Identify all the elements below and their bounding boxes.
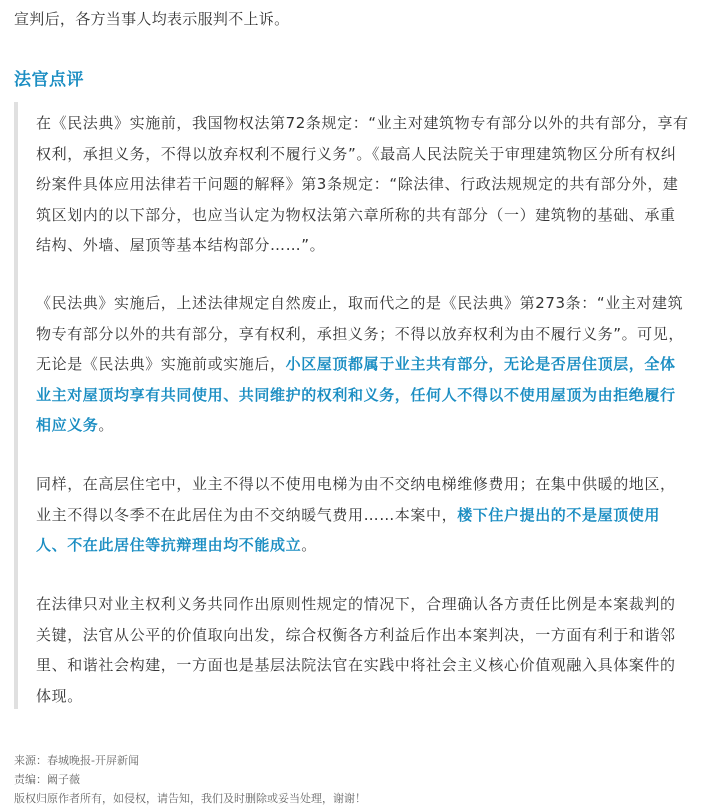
article-footer [14,751,366,808]
paragraph-3-end: 。 [301,536,317,554]
lead-text: 宣判后，各方当事人均表示服判不上诉。 [14,10,290,28]
paragraph-3-text: 同样，在高层住宅中，业主不得以不使用电梯为由不交纳电梯维修费用；在集中供暖的地区，业主不得以冬季不在此居住为由不交纳暖气费用……本案中， [36,475,676,524]
paragraph-4: 在法律只对业主权利义务共同作出原则性规定的情况下，合理确认各方责任比例是本案裁判的关键，法官从公平的价值取向出发，综合权衡各方利益后作出本案判决，一方面有利于和谐邻里、和谐社会构建，一方面也是基层法院法官在实践中将社会主义核心价值观融入具体案件的体现。 [36,595,676,705]
copyright-notice: 版权归原作者所有，如侵权，请告知，我们及时删除或妥当处理，谢谢！ [14,792,366,805]
section-title: 法官点评 [14,70,84,90]
paragraph-2-text: 《民法典》实施后，上述法律规定自然废止，取而代之的是《民法典》第273条：“业主对建筑物专有部分以外的共有部分，享有权利，承担义务；不得以放弃权利为由不履行义务”。可见，无论是《民法典》实施前或实施后， [36,294,684,373]
paragraph-2-highlight: 小区屋顶都属于业主共有部分，无论是否居住顶层，全体业主对屋顶均享有共同使用、共同维护的权利和义务，任何人不得以不使用屋顶为由拒绝履行相应义务 [36,355,676,434]
source-line: 来源：春城晚报-开屏新闻 [14,754,139,767]
paragraph-1: 在《民法典》实施前，我国物权法第72条规定：“业主对建筑物专有部分以外的共有部分，享有权利，承担义务，不得以放弃权利不履行义务”。《最高人民法院关于审理建筑物区分所有权纠纷案件具体应用法律若干问题的解释》第3条规定：“除法律、行政法规规定的共有部分外，建筑区划内的以下部分，也应当认定为物权法第六章所称的共有部分（一）建筑物的基础、承重结构、外墙、屋顶等基本结构部分……”。 [36,114,689,254]
paragraph-2-end: 。 [98,416,115,434]
paragraph-2 [36,288,691,441]
paragraph-3-highlight: 楼下住户提出的不是屋顶使用人、不在此居住等抗辩理由均不能成立 [36,505,661,554]
judge-comment-quote [14,102,687,709]
paragraph-3 [36,469,691,561]
editor-line: 责编：阚子薇 [14,773,80,786]
